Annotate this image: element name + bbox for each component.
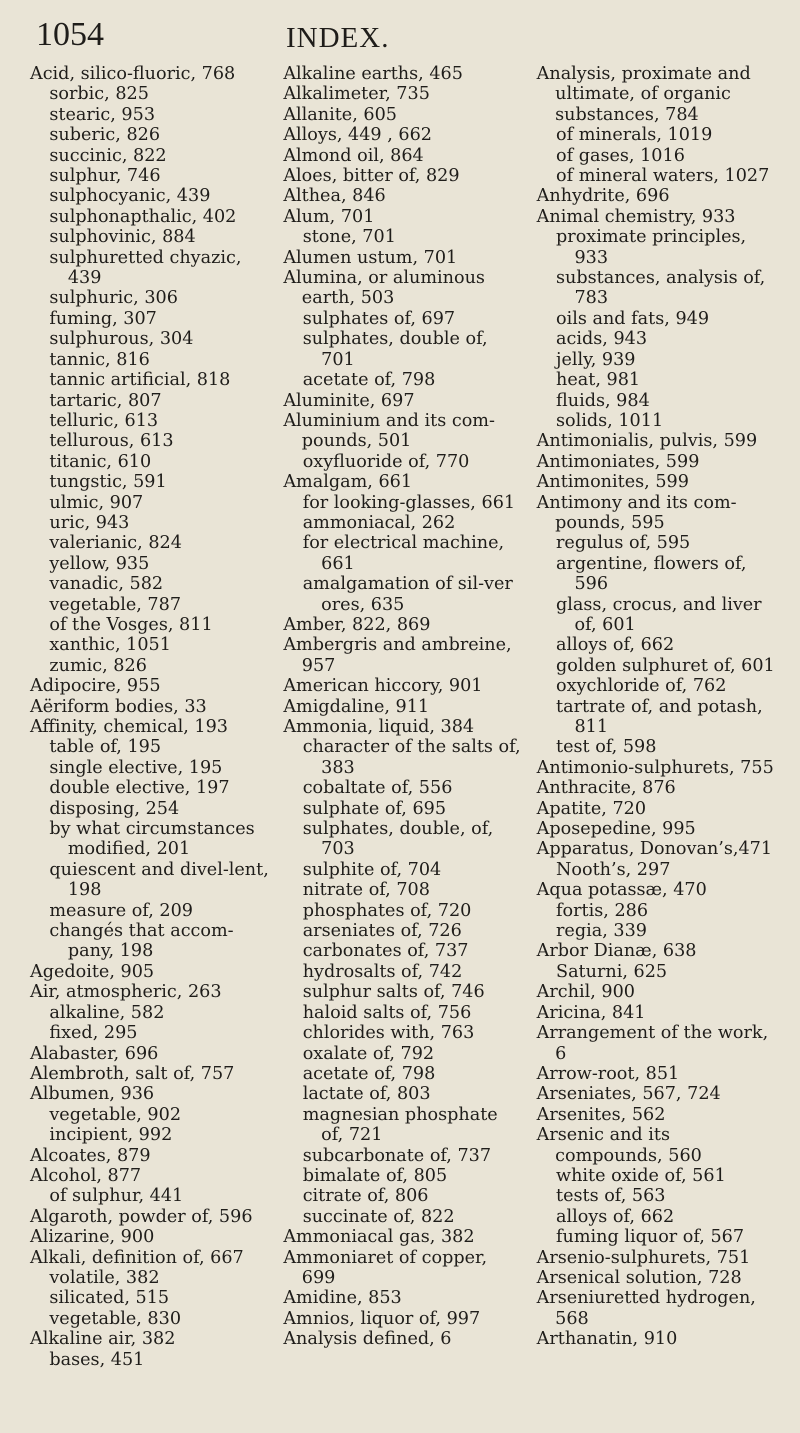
index-subentry: character of the salts of, 383	[302, 737, 521, 778]
index-entry: Alloys, 449 , 662	[283, 125, 432, 146]
index-subentry: succinate of, 822	[302, 1206, 455, 1227]
index-entry: Anhydrite, 696	[536, 186, 670, 207]
index-entry: Animal chemistry, 933	[536, 206, 736, 227]
index-subentry: substances, analysis of, 783	[556, 268, 766, 309]
index-subentry: valerianic, 824	[49, 533, 182, 554]
index-entry: Anthracite, 876	[536, 778, 676, 799]
index-entry: Aposepedine, 995	[536, 819, 696, 840]
index-entry: Alkaline earths, 465	[283, 64, 463, 84]
index-subentry: vegetable, 787	[49, 594, 182, 615]
index-subentry: regulus of, 595	[556, 533, 691, 554]
index-subentry: incipient, 992	[49, 1125, 173, 1146]
index-entry: Antimonites, 599	[536, 472, 689, 493]
index-subentry: double elective, 197	[49, 778, 230, 799]
index-subentry: telluric, 613	[49, 410, 159, 431]
index-entry: Aluminite, 697	[283, 390, 415, 411]
index-entry: Apparatus, Donovan’s,471	[536, 839, 773, 860]
index-subentry: sulphuric, 306	[49, 288, 178, 309]
index-entry: Analysis, proximate and ultimate, of organic substances, 784	[536, 64, 751, 125]
index-entry: Alembroth, salt of, 757	[30, 1063, 235, 1084]
index-entry: Ammoniaret of copper, 699	[283, 1247, 488, 1288]
index-subentry: measure of, 209	[49, 900, 193, 921]
index-entry: Arseniates, 567, 724	[536, 1084, 721, 1105]
index-subentry: sulphocyanic, 439	[49, 186, 211, 207]
index-subentry: white oxide of, 561	[556, 1165, 726, 1186]
index-subentry: amalgamation of sil-ver ores, 635	[302, 574, 513, 615]
index-entry: Amigdaline, 911	[283, 696, 430, 717]
index-subentry: sulphonapthalic, 402	[49, 206, 237, 227]
index-subentry: oxalate of, 792	[302, 1043, 435, 1064]
index-entry: Althea, 846	[283, 186, 386, 207]
index-entry: Arrow-root, 851	[536, 1063, 680, 1084]
index-subentry: oxychloride of, 762	[556, 676, 727, 697]
index-entry: Alum, 701	[283, 206, 375, 227]
index-entry: Affinity, chemical, 193	[30, 717, 228, 737]
index-entry: Antimonialis, pulvis, 599	[536, 431, 758, 452]
index-subentry: succinic, 822	[49, 145, 167, 166]
index-subentry: of mineral waters, 1027	[556, 166, 770, 187]
index-subentry: vegetable, 902	[49, 1104, 182, 1125]
index-subentry: of sulphur, 441	[49, 1186, 184, 1207]
index-entry: Alcoates, 879	[30, 1145, 151, 1166]
index-entry: Alkali, definition of, 667	[30, 1247, 244, 1268]
index-entry: Alkalimeter, 735	[283, 84, 430, 105]
index-subentry: jelly, 939	[556, 349, 636, 370]
index-entry: Ammonia, liquid, 384	[283, 717, 475, 737]
index-subentry: sulphur, 746	[49, 166, 161, 187]
index-entry: Amnios, liquor of, 997	[283, 1308, 481, 1329]
index-column-3	[537, 64, 776, 1370]
running-head: INDEX.	[286, 22, 390, 54]
index-subentry: sulphate of, 695	[302, 798, 447, 819]
index-column-1	[30, 64, 269, 1370]
index-subentry: cobaltate of, 556	[302, 778, 453, 799]
index-entry: Acid, silico-fluoric, 768	[30, 64, 236, 84]
index-entry: Aluminium and its com-pounds, 501	[283, 410, 495, 452]
index-subentry: bases, 451	[49, 1349, 145, 1370]
index-entry: Amalgam, 661	[283, 472, 413, 493]
index-subentry: xanthic, 1051	[49, 635, 171, 656]
index-subentry: tannic, 816	[49, 349, 150, 370]
index-entry: Arrangement of the work, 6	[536, 1023, 769, 1064]
index-subentry: vanadic, 582	[49, 574, 164, 595]
index-subentry: fortis, 286	[556, 900, 649, 921]
index-subentry: tartaric, 807	[49, 390, 162, 411]
index-subentry: sulphates of, 697	[302, 308, 456, 329]
index-subentry: quiescent and divel-lent, 198	[49, 859, 269, 901]
index-subentry: tartrate of, and potash, 811	[556, 696, 763, 737]
index-subentry: sulphovinic, 884	[49, 227, 196, 248]
index-subentry: glass, crocus, and liver of, 601	[556, 594, 762, 635]
index-subentry: citrate of, 806	[302, 1186, 429, 1207]
index-subentry: Saturni, 625	[556, 961, 668, 982]
index-entry: Agedoite, 905	[30, 961, 155, 982]
index-subentry: argentine, flowers of, 596	[556, 553, 747, 595]
index-subentry: titanic, 610	[49, 451, 152, 472]
index-entry: Aëriform bodies, 33	[30, 696, 207, 717]
index-subentry: disposing, 254	[49, 798, 180, 819]
index-subentry: alkaline, 582	[49, 1002, 165, 1023]
index-entry: Ambergris and ambreine, 957	[283, 635, 512, 676]
index-subentry: acetate of, 798	[302, 370, 436, 391]
index-subentry: of the Vosges, 811	[49, 614, 213, 635]
index-entry: Alumina, or aluminous earth, 503	[283, 268, 485, 309]
index-subentry: sulphuretted chyazic, 439	[49, 247, 242, 289]
index-entry: Alkaline air, 382	[30, 1329, 176, 1350]
index-subentry: acetate of, 798	[302, 1063, 436, 1084]
index-subentry: chlorides with, 763	[302, 1023, 475, 1044]
index-entry: Aricina, 841	[536, 1002, 646, 1023]
index-entry: Arsenites, 562	[536, 1104, 666, 1125]
index-subentry: ulmic, 907	[49, 492, 144, 513]
index-subentry: alloys of, 662	[556, 1206, 675, 1227]
index-entry: Almond oil, 864	[283, 145, 424, 166]
index-entry: Amidine, 853	[283, 1288, 402, 1309]
index-subentry: carbonates of, 737	[302, 941, 469, 962]
index-entry: Arthanatin, 910	[536, 1329, 678, 1350]
index-subentry: by what circumstances modified, 201	[49, 819, 255, 860]
index-subentry: stearic, 953	[49, 104, 156, 125]
index-entry: Archil, 900	[536, 982, 635, 1003]
index-subentry: stone, 701	[302, 227, 396, 248]
index-entry: Arsenic and its compounds, 560	[536, 1125, 702, 1166]
index-entry: Alumen ustum, 701	[283, 247, 458, 268]
index-subentry: arseniates of, 726	[302, 921, 462, 942]
index-entry: Air, atmospheric, 263	[30, 982, 222, 1003]
index-column-2	[283, 64, 522, 1370]
index-subentry: sulphates, double of, 701	[302, 329, 488, 370]
index-subentry: oils and fats, 949	[556, 308, 710, 329]
index-subentry: silicated, 515	[49, 1288, 170, 1309]
index-entry: American hiccory, 901	[283, 676, 483, 697]
index-entry: Arbor Dianæ, 638	[536, 941, 697, 962]
index-subentry: for electrical machine, 661	[302, 533, 505, 574]
index-entry: Arseniuretted hydrogen, 568	[536, 1288, 756, 1329]
index-subentry: Nooth’s, 297	[556, 859, 671, 880]
index-subentry: single elective, 195	[49, 757, 223, 778]
index-entry: Aloes, bitter of, 829	[283, 166, 460, 187]
index-subentry: tests of, 563	[556, 1186, 666, 1207]
index-subentry: of gases, 1016	[556, 145, 685, 166]
index-subentry: bimalate of, 805	[302, 1165, 448, 1186]
index-entry: Antimonio-sulphurets, 755	[536, 757, 774, 778]
index-subentry: changés that accom-pany, 198	[49, 921, 234, 962]
index-entry: Ammoniacal gas, 382	[283, 1227, 475, 1248]
index-entry: Allanite, 605	[283, 104, 397, 125]
index-entry: Apatite, 720	[536, 798, 647, 819]
index-entry: Alcohol, 877	[30, 1165, 142, 1186]
index-entry: Amber, 822, 869	[283, 614, 431, 635]
index-subentry: fixed, 295	[49, 1023, 138, 1044]
index-subentry: nitrate of, 708	[302, 880, 430, 901]
index-subentry: volatile, 382	[49, 1267, 160, 1288]
index-subentry: fluids, 984	[556, 390, 650, 411]
page-number: 1054	[36, 16, 104, 53]
index-subentry: sulphurous, 304	[49, 329, 194, 350]
index-entry: Arsenio-sulphurets, 751	[536, 1247, 751, 1268]
index-subentry: proximate principles, 933	[556, 227, 747, 268]
index-subentry: subcarbonate of, 737	[302, 1145, 492, 1166]
index-entry: Alabaster, 696	[30, 1043, 159, 1064]
index-subentry: uric, 943	[49, 512, 130, 533]
index-entry: Algaroth, powder of, 596	[30, 1206, 253, 1227]
index-columns	[30, 64, 776, 1370]
index-subentry: tungstic, 591	[49, 472, 167, 493]
index-subentry: for looking-glasses, 661	[302, 492, 516, 513]
index-subentry: solids, 1011	[556, 410, 664, 431]
index-subentry: fuming liquor of, 567	[556, 1227, 745, 1248]
index-subentry: tannic artificial, 818	[49, 370, 231, 391]
index-subentry: ammoniacal, 262	[302, 512, 456, 533]
index-subentry: alloys of, 662	[556, 635, 675, 656]
index-subentry: golden sulphuret of, 601	[556, 655, 775, 676]
index-subentry: tellurous, 613	[49, 431, 174, 452]
index-subentry: magnesian phosphate of, 721	[302, 1104, 498, 1146]
index-entry: Antimony and its com-pounds, 595	[536, 492, 737, 533]
page-header	[30, 14, 776, 64]
index-subentry: test of, 598	[556, 737, 657, 758]
index-subentry: oxyfluoride of, 770	[302, 451, 470, 472]
index-subentry: sulphite of, 704	[302, 859, 442, 880]
index-entry: Analysis defined, 6	[283, 1329, 452, 1350]
index-entry: Adipocire, 955	[30, 676, 161, 697]
index-subentry: suberic, 826	[49, 125, 161, 146]
index-subentry: vegetable, 830	[49, 1308, 182, 1329]
index-subentry: hydrosalts of, 742	[302, 961, 463, 982]
index-entry: Arsenical solution, 728	[536, 1267, 742, 1288]
index-subentry: phosphates of, 720	[302, 900, 472, 921]
index-subentry: haloid salts of, 756	[302, 1002, 472, 1023]
index-subentry: zumic, 826	[49, 655, 147, 676]
index-entry: Albumen, 936	[30, 1084, 155, 1105]
index-entry: Alizarine, 900	[30, 1227, 155, 1248]
index-entry: Antimoniates, 599	[536, 451, 700, 472]
index-entry: Aqua potassæ, 470	[536, 880, 707, 901]
index-subentry: acids, 943	[556, 329, 648, 350]
index-subentry: regia, 339	[556, 921, 647, 942]
index-subentry: sulphur salts of, 746	[302, 982, 485, 1003]
index-subentry: yellow, 935	[49, 553, 150, 574]
index-subentry: heat, 981	[556, 370, 641, 391]
index-subentry: of minerals, 1019	[556, 125, 713, 146]
index-subentry: lactate of, 803	[302, 1084, 431, 1105]
index-subentry: fuming, 307	[49, 308, 157, 329]
index-subentry: sorbic, 825	[49, 84, 149, 105]
index-subentry: table of, 195	[49, 737, 162, 758]
index-subentry: sulphates, double, of, 703	[302, 819, 494, 860]
